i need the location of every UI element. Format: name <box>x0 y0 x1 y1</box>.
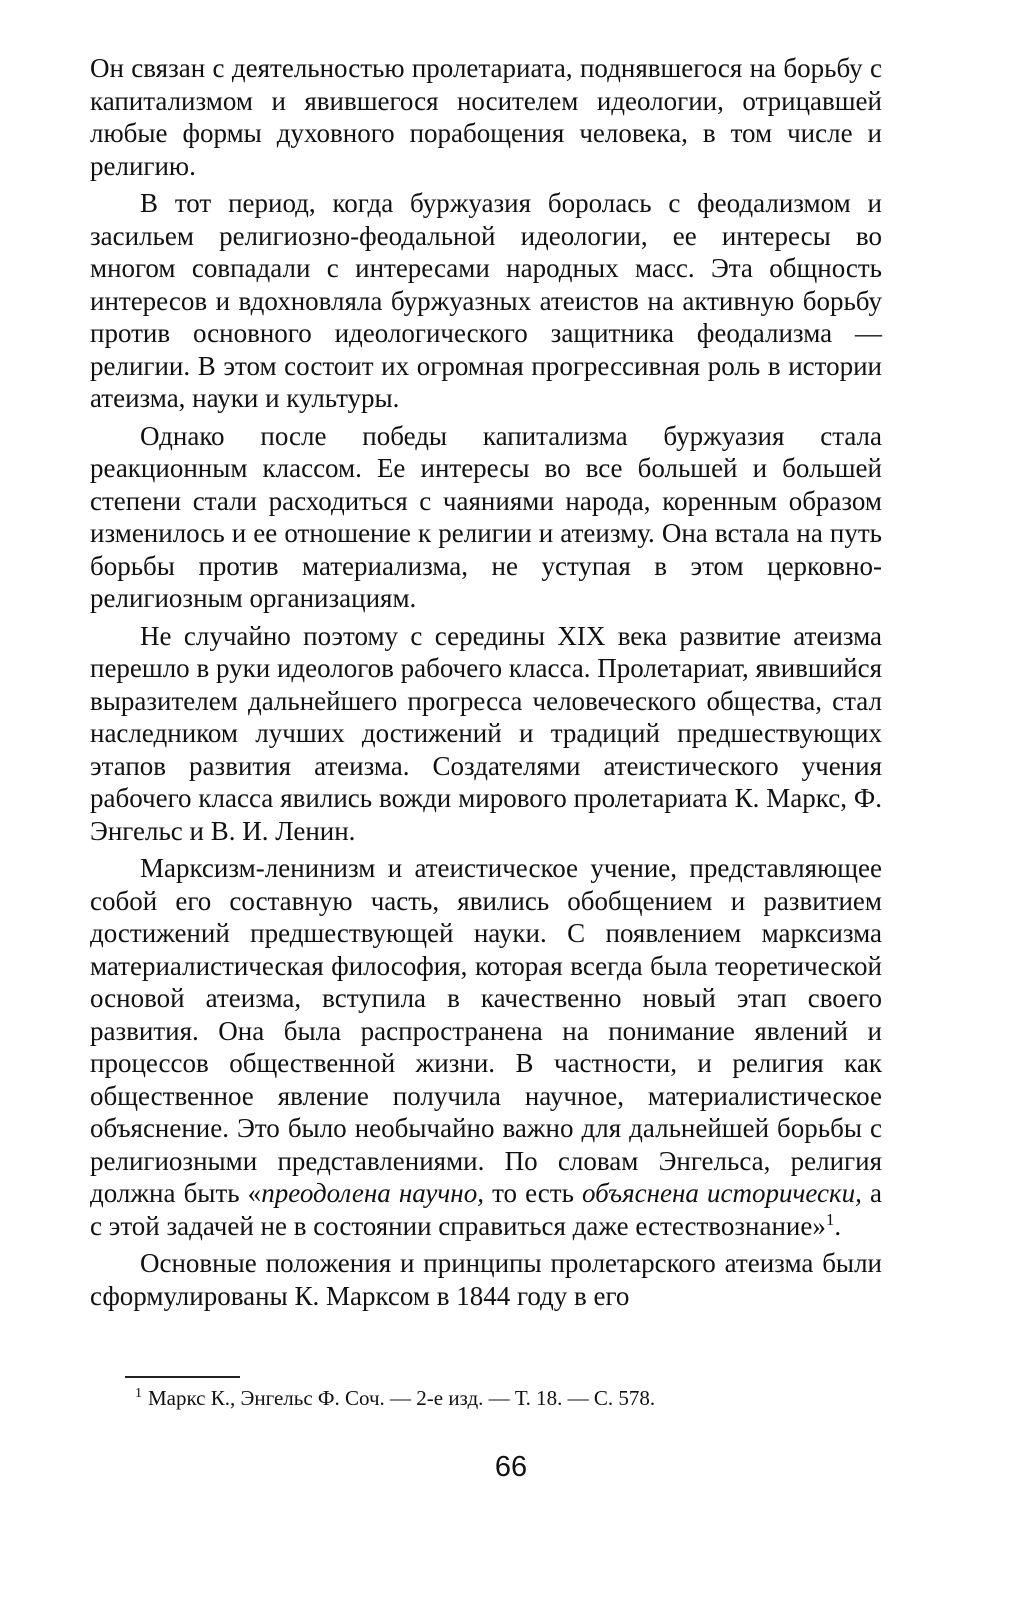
footnote-reference[interactable]: 1 <box>825 1209 835 1229</box>
footnote <box>135 1385 882 1411</box>
page-number: 66 <box>494 1451 528 1483</box>
paragraph-5-text-before: Марксизм-ленинизм и атеистическое учение, представляющее собой его составную часть, явились обобщением и развитием достижений предшествующей науки. С появлением марксизма материалистическая философия, которая всегда была теоретической основой атеизма, вступила в качественно новый этап своего развития. Она была распространена на понимание явлений и процессов общественной жизни. В частности, и религия как общественное явление получила научное, материалистическое объяснение. Это было необычайно важно для дальнейшей борьбы с религиозными представлениями. По словам Энгельса, религия должна быть « <box>90 853 882 1208</box>
paragraph-5 <box>90 852 882 1242</box>
paragraph-5-quote-italic-1: преодолена научно, <box>261 1178 484 1208</box>
page-body <box>90 52 882 1312</box>
paragraph-6: Основные положения и принципы пролетарского атеизма были сформулированы К. Марксом в 1844 году в его <box>90 1248 882 1311</box>
footnote-mark: 1 <box>135 1386 142 1401</box>
footnote-divider <box>125 1376 240 1378</box>
paragraph-2: В тот период, когда буржуазия боролась с феодализмом и засильем религиозно-феодальной идеологии, ее интересы во многом совпадали с интересами народных масс. Эта общность интересов и вдохновляла буржуазных атеистов на активную борьбу против основного идеологического защитника феодализма — религии. В этом состоит их огромная прогрессивная роль в истории атеизма, науки и культуры. <box>90 188 882 413</box>
paragraph-5-text-middle: то есть <box>483 1178 583 1208</box>
paragraph-4: Не случайно поэтому с середины XIX века развитие атеизма перешло в руки идеологов рабочего класса. Пролетариат, явившийся выразителем дальнейшего прогресса человеческого общества, стал наследником лучших достижений и традиций предшествующих этапов развития атеизма. Создателями атеистического учения рабочего класса явились вожди мирового пролетариата К. Маркс, Ф. Энгельс и В. И. Ленин. <box>90 620 882 846</box>
paragraph-5-text-after: а с этой задачей не в состоянии справиться даже естествознание» <box>90 1178 882 1241</box>
paragraph-5-quote-italic-2: объяснена исторически, <box>582 1178 862 1208</box>
paragraph-1: Он связан с деятельностью пролетариата, поднявшегося на борьбу с капитализмом и явившегося носителем идеологии, отрицавшей любые формы духовного порабощения человека, в том числе и религию. <box>90 53 882 181</box>
paragraph-5-text-end: . <box>834 1210 842 1241</box>
paragraph-3: Однако после победы капитализма буржуазия стала реакционным классом. Ее интересы во все большей и большей степени стали расходиться с чаяниями народа, коренным образом изменилось и ее отношение к религии и атеизму. Она встала на путь борьбы против материализма, не уступая в этом церковно-религиозным организациям. <box>90 420 882 613</box>
footnote-text: Маркс К., Энгельс Ф. Соч. — 2-е изд. — Т. 18. — С. 578. <box>148 1386 656 1410</box>
